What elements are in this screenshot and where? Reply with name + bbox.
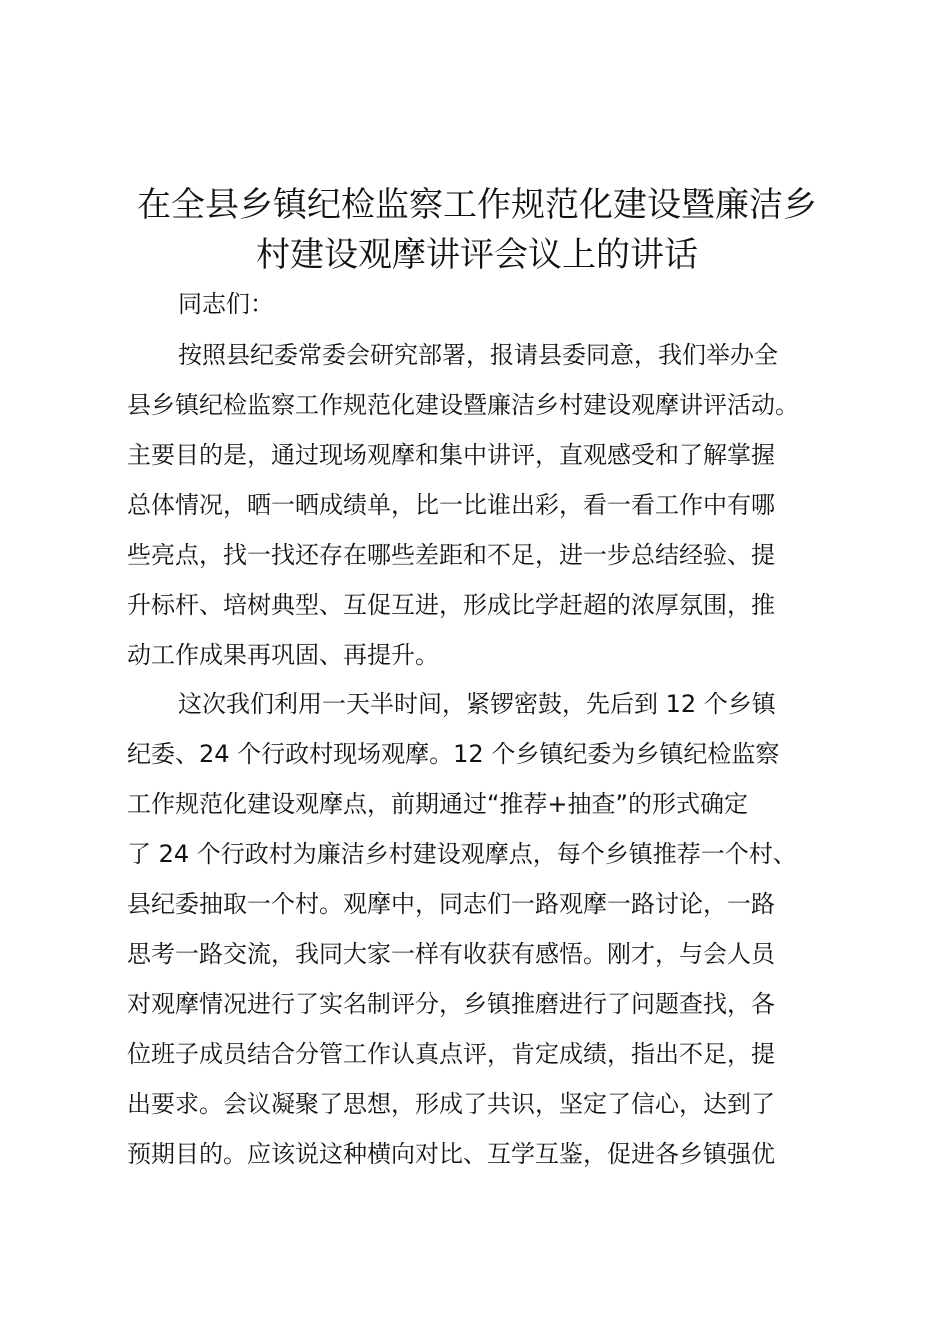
- title-line: 在全县乡镇纪检监察工作规范化建设暨廉洁乡: [137, 185, 817, 225]
- text-line: 县纪委抽取一个村。观摩中，同志们一路观摩一路讨论，一路: [127, 890, 775, 918]
- text-line: 对观摩情况进行了实名制评分，乡镇推磨进行了问题查找，各: [127, 990, 775, 1018]
- text-line: 些亮点，找一找还存在哪些差距和不足，进一步总结经验、提: [127, 541, 775, 569]
- text-line: 总体情况，晒一晒成绩单，比一比谁出彩，看一看工作中有哪: [127, 491, 775, 519]
- text-line: 动工作成果再巩固、再提升。: [127, 641, 439, 669]
- title-line: 村建设观摩讲评会议上的讲话: [256, 235, 698, 275]
- text-line: 预期目的。应该说这种横向对比、互学互鉴，促进各乡镇强优: [127, 1140, 775, 1168]
- text-line: 思考一路交流，我同大家一样有收获有感悟。刚才，与会人员: [127, 940, 775, 968]
- text-line: 升标杆、培树典型、互促互进，形成比学赶超的浓厚氛围，推: [127, 591, 775, 619]
- text-line: 了 24 个行政村为廉洁乡村建设观摩点，每个乡镇推荐一个村、: [127, 840, 797, 868]
- text-line: 位班子成员结合分管工作认真点评，肯定成绩，指出不足，提: [127, 1040, 775, 1068]
- text-line: 纪委、24 个行政村现场观摩。12 个乡镇纪委为乡镇纪检监察: [127, 740, 780, 768]
- document-title: [120, 180, 834, 280]
- text-line: 工作规范化建设观摩点，前期通过“推荐+抽查”的形式确定: [127, 790, 748, 818]
- text-line: 按照县纪委常委会研究部署，报请县委同意，我们举办全: [178, 341, 778, 369]
- salutation: 同志们：: [178, 290, 274, 318]
- text-line: 县乡镇纪检监察工作规范化建设暨廉洁乡村建设观摩讲评活动。: [127, 391, 799, 419]
- paragraph-2: [127, 686, 847, 1186]
- text-line: 出要求。会议凝聚了思想，形成了共识，坚定了信心，达到了: [127, 1090, 775, 1118]
- text-line: 主要目的是，通过现场观摩和集中讲评，直观感受和了解掌握: [127, 441, 775, 469]
- paragraph-1: [127, 337, 847, 687]
- text-line: 这次我们利用一天半时间，紧锣密鼓，先后到 12 个乡镇: [178, 690, 776, 718]
